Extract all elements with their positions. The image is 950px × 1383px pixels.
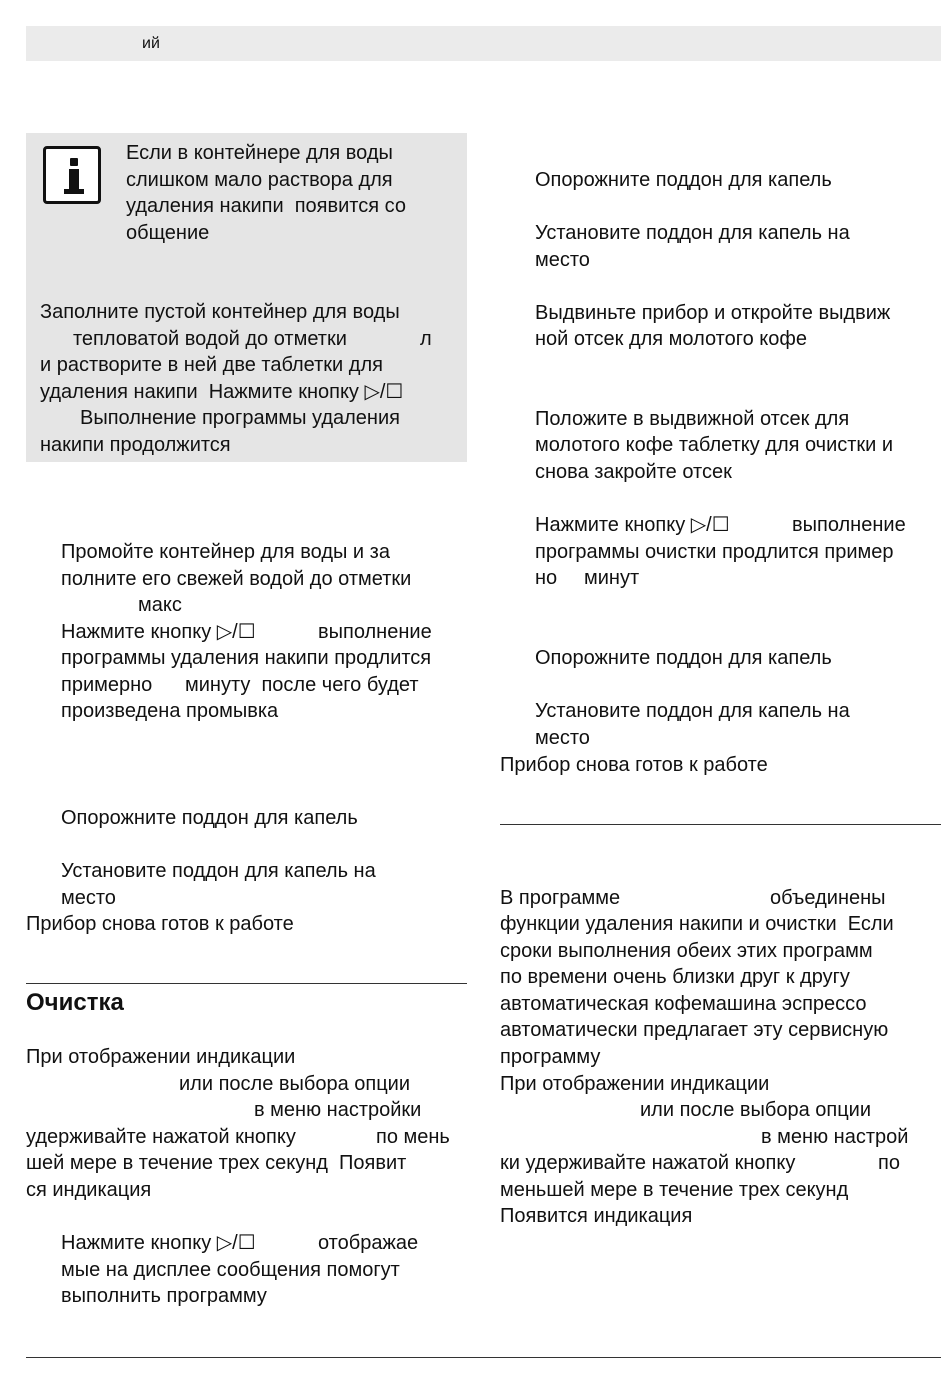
note-line: удаления накипи появится со bbox=[126, 195, 406, 217]
ready-text: Прибор снова готов к работе bbox=[26, 913, 294, 935]
cleaning-line: ся индикация bbox=[26, 1179, 152, 1201]
rinse-line: полните его свежей водой до отметки bbox=[61, 568, 412, 590]
combined-line: При отображении индикации bbox=[500, 1073, 770, 1095]
fill-line: и растворите в ней две таблетки для bbox=[40, 354, 383, 376]
rinse-line: выполнение bbox=[318, 621, 432, 643]
rinse-line: примерно bbox=[61, 674, 153, 696]
info-icon bbox=[43, 146, 101, 204]
tablet-line: снова закройте отсек bbox=[535, 461, 732, 483]
note-line: Если в контейнере для воды bbox=[126, 142, 393, 164]
fill-line: Выполнение программы удаления bbox=[80, 407, 400, 429]
combined-line: программу bbox=[500, 1046, 601, 1068]
tablet-line: Положите в выдвижной отсек для bbox=[535, 408, 850, 430]
cleaning-line: в меню настройки bbox=[254, 1099, 422, 1121]
note-line: общение bbox=[126, 222, 210, 244]
press-line: но bbox=[535, 567, 558, 589]
combined-line: функции удаления накипи и очистки Если bbox=[500, 913, 894, 935]
rinse-line: Промойте контейнер для воды и за bbox=[61, 541, 390, 563]
fill-line: тепловатой водой до отметки bbox=[73, 328, 347, 350]
fill-line: Заполните пустой контейнер для воды bbox=[40, 301, 400, 323]
combined-line: по времени очень близки друг к другу bbox=[500, 966, 850, 988]
fill-line: удаления накипи Нажмите кнопку ▷/☐ bbox=[40, 381, 404, 403]
ready-text: Прибор снова готов к работе bbox=[500, 754, 768, 776]
empty-tray: Опорожните поддон для капель bbox=[535, 169, 832, 191]
rinse-line: Нажмите кнопку ▷/☐ bbox=[61, 621, 256, 643]
header-text: ий bbox=[142, 35, 160, 52]
drawer-line: Выдвиньте прибор и откройте выдвиж bbox=[535, 302, 891, 324]
divider bbox=[500, 824, 941, 825]
rinse-line: макс bbox=[138, 594, 182, 616]
drawer-line: ной отсек для молотого кофе bbox=[535, 328, 807, 350]
rinse-line: программы удаления накипи продлится bbox=[61, 647, 432, 669]
note-line: слишком мало раствора для bbox=[126, 169, 393, 191]
empty-tray: Опорожните поддон для капель bbox=[61, 807, 358, 829]
footer-rule bbox=[26, 1357, 941, 1358]
divider bbox=[26, 983, 467, 984]
press-line: отображае bbox=[318, 1232, 419, 1254]
combined-line: в меню настрой bbox=[761, 1126, 909, 1148]
press-line: программы очистки продлится пример bbox=[535, 541, 894, 563]
header-bar bbox=[26, 26, 941, 61]
install-tray: Установите поддон для капель на bbox=[535, 700, 850, 722]
press-line: мые на дисплее сообщения помогут bbox=[61, 1259, 400, 1281]
combined-line: Появится индикация bbox=[500, 1205, 693, 1227]
install-tray: место bbox=[61, 887, 116, 909]
combined-line: сроки выполнения обеих этих программ bbox=[500, 940, 873, 962]
cleaning-line: по мень bbox=[376, 1126, 450, 1148]
fill-line: накипи продолжится bbox=[40, 434, 231, 456]
combined-line: по bbox=[878, 1152, 900, 1174]
press-line: Нажмите кнопку ▷/☐ bbox=[535, 514, 730, 536]
combined-line: объединены bbox=[770, 887, 886, 909]
fill-line: л bbox=[420, 328, 432, 350]
combined-line: меньшей мере в течение трех секунд bbox=[500, 1179, 849, 1201]
combined-line: ки удерживайте нажатой кнопку bbox=[500, 1152, 796, 1174]
install-tray: место bbox=[535, 727, 590, 749]
combined-line: автоматическая кофемашина эспрессо bbox=[500, 993, 867, 1015]
tablet-line: молотого кофе таблетку для очистки и bbox=[535, 434, 894, 456]
press-line: выполнить программу bbox=[61, 1285, 267, 1307]
cleaning-line: или после выбора опции bbox=[179, 1073, 411, 1095]
cleaning-heading: Очистка bbox=[26, 989, 124, 1016]
press-line: минут bbox=[584, 567, 640, 589]
press-line: Нажмите кнопку ▷/☐ bbox=[61, 1232, 256, 1254]
combined-line: или после выбора опции bbox=[640, 1099, 872, 1121]
rinse-line: минуту после чего будет bbox=[185, 674, 419, 696]
install-tray: Установите поддон для капель на bbox=[61, 860, 376, 882]
combined-line: В программе bbox=[500, 887, 621, 909]
press-line: выполнение bbox=[792, 514, 906, 536]
rinse-line: произведена промывка bbox=[61, 700, 279, 722]
combined-line: автоматически предлагает эту сервисную bbox=[500, 1019, 889, 1041]
install-tray: Установите поддон для капель на bbox=[535, 222, 850, 244]
cleaning-line: шей мере в течение трех секунд Появит bbox=[26, 1152, 407, 1174]
install-tray: место bbox=[535, 249, 590, 271]
cleaning-line: удерживайте нажатой кнопку bbox=[26, 1126, 296, 1148]
cleaning-line: При отображении индикации bbox=[26, 1046, 296, 1068]
empty-tray: Опорожните поддон для капель bbox=[535, 647, 832, 669]
